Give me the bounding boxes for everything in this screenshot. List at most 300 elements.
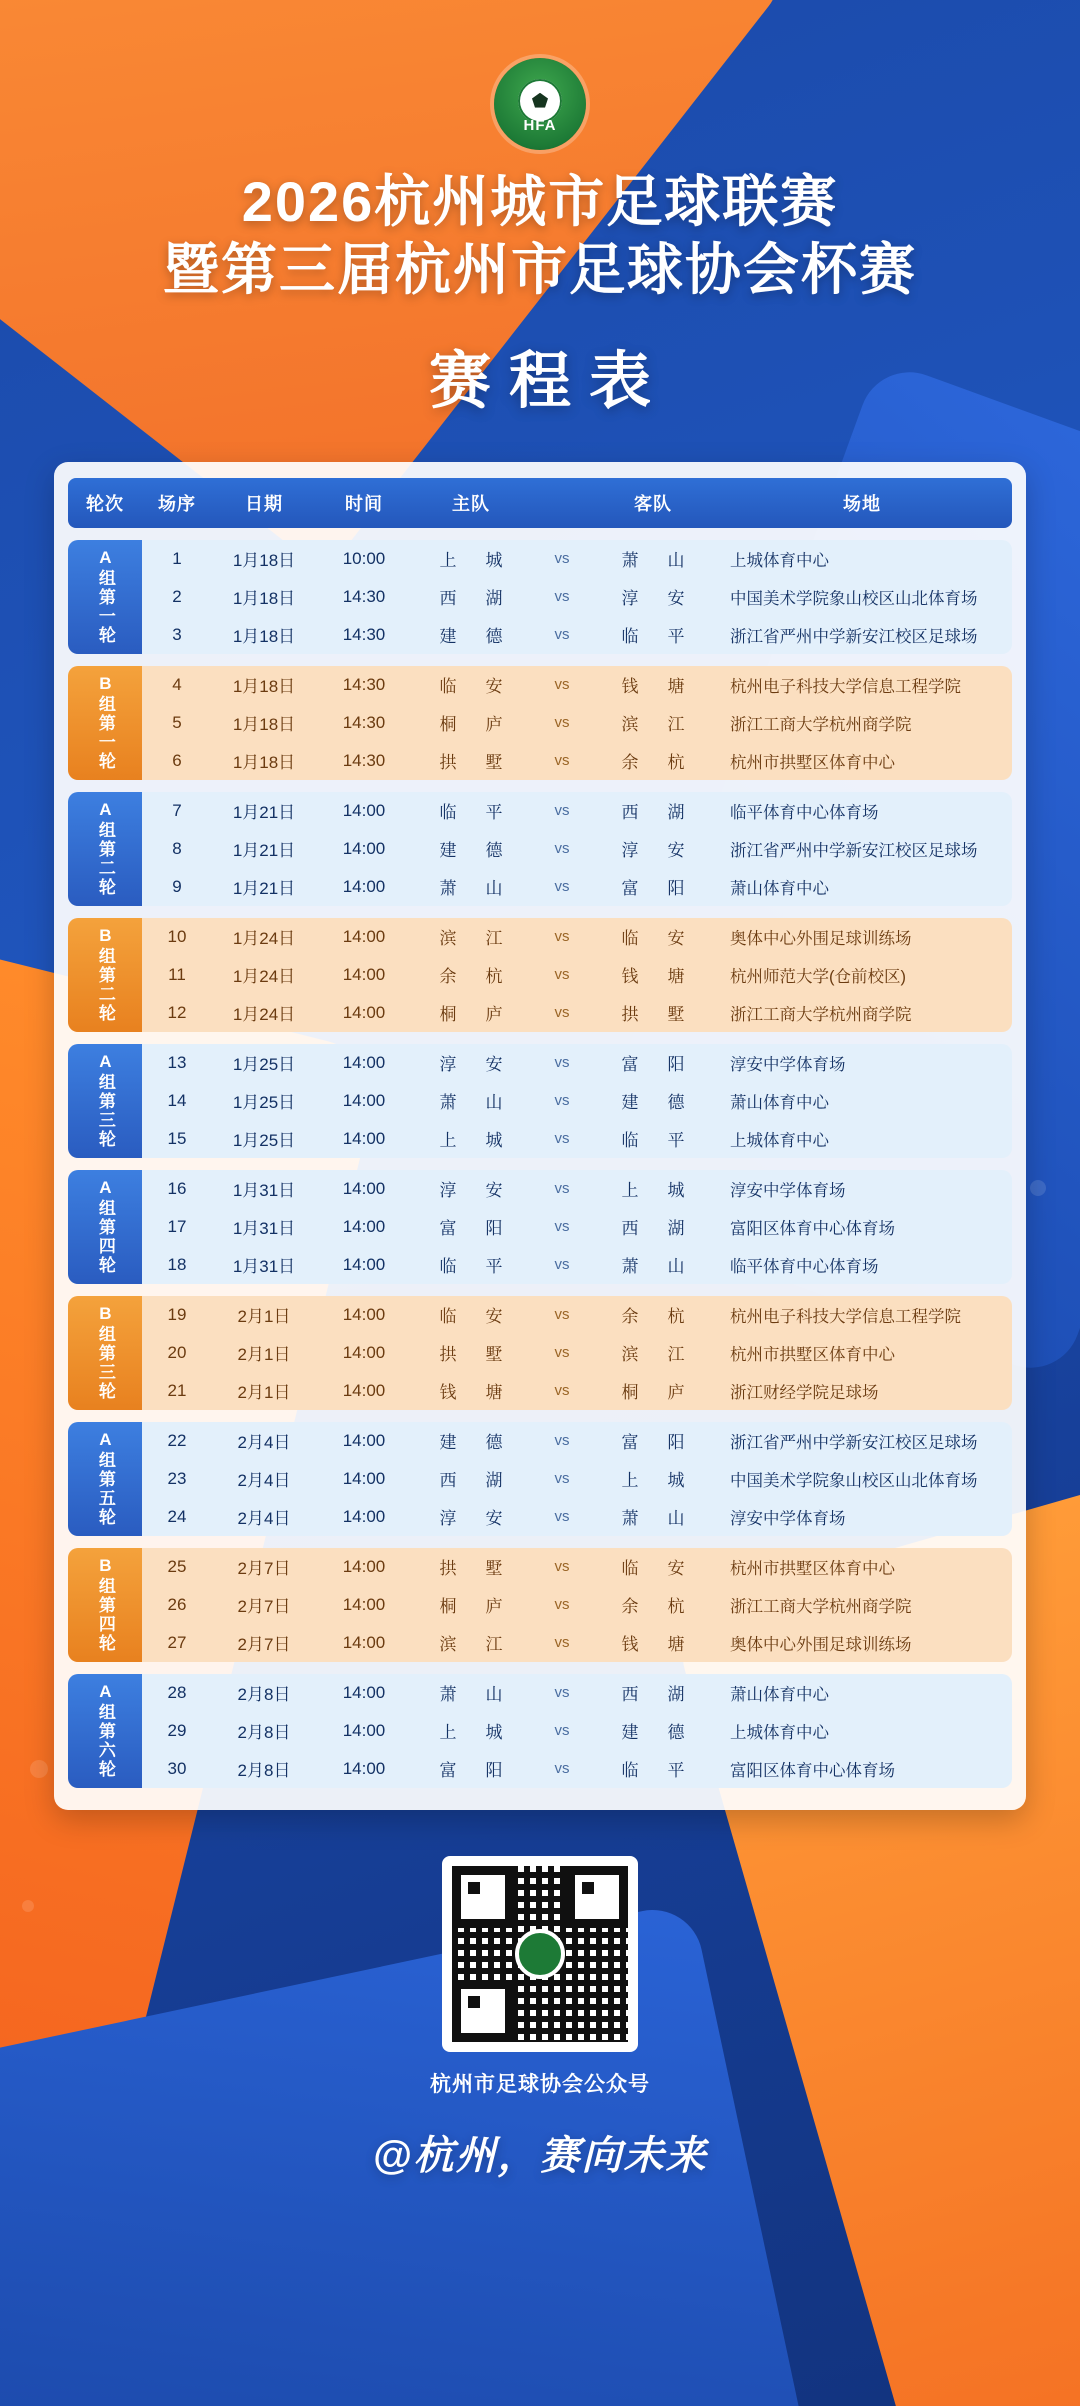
vs-label: vs: [554, 1760, 570, 1778]
date-cell: 1月18日: [232, 753, 296, 773]
date-cell: 1月25日: [232, 1093, 296, 1113]
home-team-cell: 富 阳: [439, 1219, 509, 1239]
round-rows: [142, 1422, 1012, 1536]
vs-label: vs: [554, 1684, 570, 1702]
match-no-cell: 22: [167, 1430, 187, 1450]
round-label-text: A组第六轮: [95, 1682, 115, 1780]
qr-caption: 杭州市足球协会公众号: [430, 2072, 650, 2096]
vs-label: vs: [554, 1558, 570, 1576]
round-label: [68, 1422, 142, 1536]
date-cell: 2月4日: [237, 1433, 291, 1453]
home-team-cell: 萧 山: [439, 1093, 509, 1113]
poster-header: [0, 0, 1080, 420]
away-team-cell: 富 阳: [621, 879, 691, 899]
column-header-time: 时间: [345, 493, 383, 514]
date-cell: 2月4日: [237, 1509, 291, 1529]
round-label: [68, 918, 142, 1032]
away-team-cell: 萧 山: [621, 1509, 691, 1529]
table-row: [142, 1170, 1012, 1208]
round-label-text: B组第二轮: [95, 926, 115, 1024]
qr-eye-bottom-left: [452, 1980, 514, 2042]
schedule-block: [68, 1170, 1012, 1284]
table-row: [142, 1296, 1012, 1334]
match-no-cell: 28: [167, 1682, 187, 1702]
date-cell: 1月31日: [232, 1257, 296, 1277]
away-team-cell: 临 平: [621, 627, 691, 647]
schedule-block: [68, 1548, 1012, 1662]
schedule-block: [68, 1296, 1012, 1410]
venue-cell: 杭州市拱墅区体育中心: [730, 1345, 895, 1364]
decor-dot: [1030, 1180, 1046, 1196]
time-cell: 14:00: [342, 1430, 386, 1450]
match-no-cell: 19: [167, 1304, 187, 1324]
match-no-cell: 29: [167, 1720, 187, 1740]
home-team-cell: 淳 安: [439, 1509, 509, 1529]
table-row: [142, 1120, 1012, 1158]
round-label-text: B组第四轮: [95, 1556, 115, 1654]
away-team-cell: 临 安: [621, 1559, 691, 1579]
venue-cell: 杭州电子科技大学信息工程学院: [730, 677, 961, 696]
date-cell: 2月7日: [237, 1597, 291, 1617]
away-team-cell: 淳 安: [621, 841, 691, 861]
qr-eye-top-left: [452, 1866, 514, 1928]
home-team-cell: 临 安: [439, 1307, 509, 1327]
home-team-cell: 萧 山: [439, 1685, 509, 1705]
match-no-cell: 18: [167, 1254, 187, 1274]
round-label-text: A组第二轮: [95, 800, 115, 898]
match-no-cell: 3: [172, 624, 182, 644]
schedule-card: [54, 462, 1026, 1810]
round-rows: [142, 1044, 1012, 1158]
date-cell: 1月18日: [232, 589, 296, 609]
table-row: [142, 1082, 1012, 1120]
column-header-venue: 场地: [843, 493, 881, 514]
round-rows: [142, 1296, 1012, 1410]
away-team-cell: 临 平: [621, 1761, 691, 1781]
table-row: [142, 830, 1012, 868]
vs-label: vs: [554, 966, 570, 984]
table-row: [142, 742, 1012, 780]
match-no-cell: 20: [167, 1342, 187, 1362]
time-cell: 14:00: [342, 1178, 386, 1198]
match-no-cell: 24: [167, 1506, 187, 1526]
date-cell: 2月8日: [237, 1761, 291, 1781]
venue-cell: 淳安中学体育场: [730, 1509, 846, 1528]
time-cell: 14:00: [342, 964, 386, 984]
time-cell: 14:30: [342, 674, 386, 694]
home-team-cell: 上 城: [439, 1131, 509, 1151]
away-team-cell: 西 湖: [621, 1219, 691, 1239]
column-header-round: 轮次: [86, 493, 124, 514]
match-no-cell: 5: [172, 712, 182, 732]
date-cell: 1月18日: [232, 715, 296, 735]
time-cell: 14:00: [342, 1468, 386, 1488]
vs-label: vs: [554, 878, 570, 896]
time-cell: 14:00: [342, 1632, 386, 1652]
away-team-cell: 钱 塘: [621, 1635, 691, 1655]
vs-label: vs: [554, 1092, 570, 1110]
time-cell: 14:00: [342, 1002, 386, 1022]
match-no-cell: 10: [167, 926, 187, 946]
venue-cell: 上城体育中心: [730, 1723, 829, 1742]
away-team-cell: 富 阳: [621, 1055, 691, 1075]
away-team-cell: 萧 山: [621, 551, 691, 571]
match-no-cell: 25: [167, 1556, 187, 1576]
match-no-cell: 16: [167, 1178, 187, 1198]
table-row: [142, 1586, 1012, 1624]
match-no-cell: 6: [172, 750, 182, 770]
match-no-cell: 26: [167, 1594, 187, 1614]
home-team-cell: 淳 安: [439, 1055, 509, 1075]
time-cell: 14:00: [342, 1254, 386, 1274]
venue-cell: 萧山体育中心: [730, 1093, 829, 1112]
away-team-cell: 西 湖: [621, 803, 691, 823]
date-cell: 1月18日: [232, 677, 296, 697]
round-rows: [142, 918, 1012, 1032]
vs-label: vs: [554, 802, 570, 820]
away-team-cell: 滨 江: [621, 715, 691, 735]
home-team-cell: 桐 庐: [439, 715, 509, 735]
round-label: [68, 1674, 142, 1788]
round-rows: [142, 1170, 1012, 1284]
venue-cell: 富阳区体育中心体育场: [730, 1219, 895, 1238]
table-row: [142, 1246, 1012, 1284]
time-cell: 14:00: [342, 926, 386, 946]
match-no-cell: 21: [167, 1380, 187, 1400]
round-label-text: B组第一轮: [95, 674, 115, 772]
round-label-text: B组第三轮: [95, 1304, 115, 1402]
table-row: [142, 1624, 1012, 1662]
venue-cell: 杭州市拱墅区体育中心: [730, 753, 895, 772]
date-cell: 1月25日: [232, 1055, 296, 1075]
home-team-cell: 建 德: [439, 841, 509, 861]
time-cell: 14:00: [342, 1682, 386, 1702]
home-team-cell: 西 湖: [439, 1471, 509, 1491]
match-no-cell: 7: [172, 800, 182, 820]
vs-label: vs: [554, 1344, 570, 1362]
table-row: [142, 1674, 1012, 1712]
match-no-cell: 15: [167, 1128, 187, 1148]
date-cell: 1月21日: [232, 803, 296, 823]
away-team-cell: 西 湖: [621, 1685, 691, 1705]
vs-label: vs: [554, 1432, 570, 1450]
time-cell: 14:00: [342, 1720, 386, 1740]
table-row: [142, 1372, 1012, 1410]
match-no-cell: 12: [167, 1002, 187, 1022]
table-row: [142, 704, 1012, 742]
round-label: [68, 1296, 142, 1410]
table-row: [142, 868, 1012, 906]
table-row: [142, 1208, 1012, 1246]
venue-cell: 临平体育中心体育场: [730, 803, 879, 822]
time-cell: 10:00: [342, 548, 386, 568]
away-team-cell: 余 杭: [621, 753, 691, 773]
home-team-cell: 临 平: [439, 803, 509, 823]
date-cell: 2月8日: [237, 1685, 291, 1705]
home-team-cell: 钱 塘: [439, 1383, 509, 1403]
schedule-block: [68, 666, 1012, 780]
match-no-cell: 27: [167, 1632, 187, 1652]
round-label-text: A组第四轮: [95, 1178, 115, 1276]
away-team-cell: 拱 墅: [621, 1005, 691, 1025]
match-no-cell: 13: [167, 1052, 187, 1072]
venue-cell: 上城体育中心: [730, 551, 829, 570]
away-team-cell: 临 平: [621, 1131, 691, 1151]
time-cell: 14:00: [342, 1090, 386, 1110]
home-team-cell: 富 阳: [439, 1761, 509, 1781]
home-team-cell: 上 城: [439, 551, 509, 571]
home-team-cell: 余 杭: [439, 967, 509, 987]
match-no-cell: 17: [167, 1216, 187, 1236]
home-team-cell: 上 城: [439, 1723, 509, 1743]
away-team-cell: 滨 江: [621, 1345, 691, 1365]
date-cell: 1月24日: [232, 1005, 296, 1025]
round-label-text: A组第一轮: [95, 548, 115, 646]
home-team-cell: 拱 墅: [439, 1559, 509, 1579]
date-cell: 1月24日: [232, 929, 296, 949]
venue-cell: 富阳区体育中心体育场: [730, 1761, 895, 1780]
table-row: [142, 1750, 1012, 1788]
qr-pattern: [452, 1866, 628, 2042]
table-row: [142, 1460, 1012, 1498]
vs-label: vs: [554, 1004, 570, 1022]
home-team-cell: 临 平: [439, 1257, 509, 1277]
date-cell: 1月18日: [232, 551, 296, 571]
schedule-block: [68, 1044, 1012, 1158]
match-no-cell: 9: [172, 876, 182, 896]
table-row: [142, 918, 1012, 956]
venue-cell: 浙江工商大学杭州商学院: [730, 715, 912, 734]
table-row: [142, 1422, 1012, 1460]
table-row: [142, 994, 1012, 1032]
date-cell: 2月1日: [237, 1345, 291, 1365]
date-cell: 2月7日: [237, 1559, 291, 1579]
venue-cell: 萧山体育中心: [730, 879, 829, 898]
vs-label: vs: [554, 1256, 570, 1274]
away-team-cell: 上 城: [621, 1181, 691, 1201]
match-no-cell: 8: [172, 838, 182, 858]
table-row: [142, 956, 1012, 994]
time-cell: 14:30: [342, 712, 386, 732]
time-cell: 14:30: [342, 624, 386, 644]
away-team-cell: 临 安: [621, 929, 691, 949]
match-no-cell: 30: [167, 1758, 187, 1778]
home-team-cell: 桐 庐: [439, 1597, 509, 1617]
table-row: [142, 1548, 1012, 1586]
table-row: [142, 1044, 1012, 1082]
home-team-cell: 拱 墅: [439, 1345, 509, 1365]
match-no-cell: 1: [172, 548, 182, 568]
match-no-cell: 2: [172, 586, 182, 606]
venue-cell: 淳安中学体育场: [730, 1055, 846, 1074]
away-team-cell: 钱 塘: [621, 677, 691, 697]
venue-cell: 奥体中心外围足球训练场: [730, 929, 912, 948]
round-label: [68, 1044, 142, 1158]
venue-cell: 杭州市拱墅区体育中心: [730, 1559, 895, 1578]
time-cell: 14:00: [342, 1052, 386, 1072]
vs-label: vs: [554, 1722, 570, 1740]
time-cell: 14:30: [342, 586, 386, 606]
venue-cell: 杭州电子科技大学信息工程学院: [730, 1307, 961, 1326]
schedule-block: [68, 792, 1012, 906]
table-row: [142, 1712, 1012, 1750]
schedule-block: [68, 540, 1012, 654]
date-cell: 1月31日: [232, 1219, 296, 1239]
hfa-logo-icon: [494, 58, 586, 150]
vs-label: vs: [554, 1382, 570, 1400]
round-label: [68, 1170, 142, 1284]
time-cell: 14:00: [342, 876, 386, 896]
poster-slogan: @杭州，赛向未来: [372, 2133, 708, 2178]
away-team-cell: 建 德: [621, 1093, 691, 1113]
round-rows: [142, 666, 1012, 780]
time-cell: 14:30: [342, 750, 386, 770]
home-team-cell: 萧 山: [439, 879, 509, 899]
venue-cell: 中国美术学院象山校区山北体育场: [730, 589, 978, 608]
vs-label: vs: [554, 1218, 570, 1236]
home-team-cell: 桐 庐: [439, 1005, 509, 1025]
away-team-cell: 淳 安: [621, 589, 691, 609]
time-cell: 14:00: [342, 1342, 386, 1362]
round-rows: [142, 792, 1012, 906]
vs-label: vs: [554, 626, 570, 644]
time-cell: 14:00: [342, 1128, 386, 1148]
home-team-cell: 拱 墅: [439, 753, 509, 773]
round-label-text: A组第三轮: [95, 1052, 115, 1150]
vs-label: vs: [554, 1054, 570, 1072]
venue-cell: 上城体育中心: [730, 1131, 829, 1150]
match-no-cell: 14: [167, 1090, 187, 1110]
date-cell: 2月7日: [237, 1635, 291, 1655]
table-row: [142, 1334, 1012, 1372]
vs-label: vs: [554, 1306, 570, 1324]
logo-text: HFA: [523, 117, 557, 134]
table-row: [142, 578, 1012, 616]
vs-label: vs: [554, 1634, 570, 1652]
time-cell: 14:00: [342, 800, 386, 820]
away-team-cell: 萧 山: [621, 1257, 691, 1277]
time-cell: 14:00: [342, 1506, 386, 1526]
schedule-block: [68, 1422, 1012, 1536]
match-no-cell: 4: [172, 674, 182, 694]
date-cell: 1月25日: [232, 1131, 296, 1151]
date-cell: 1月21日: [232, 841, 296, 861]
away-team-cell: 余 杭: [621, 1597, 691, 1617]
column-header-home: 主队: [452, 493, 490, 514]
away-team-cell: 富 阳: [621, 1433, 691, 1453]
date-cell: 2月8日: [237, 1723, 291, 1743]
venue-cell: 中国美术学院象山校区山北体育场: [730, 1471, 978, 1490]
round-label: [68, 1548, 142, 1662]
date-cell: 1月24日: [232, 967, 296, 987]
venue-cell: 浙江工商大学杭州商学院: [730, 1005, 912, 1024]
column-header-match-no: 场序: [158, 493, 196, 514]
round-rows: [142, 540, 1012, 654]
table-row: [142, 1498, 1012, 1536]
venue-cell: 浙江省严州中学新安江校区足球场: [730, 841, 978, 860]
away-team-cell: 钱 塘: [621, 967, 691, 987]
home-team-cell: 滨 江: [439, 929, 509, 949]
wechat-qr-code[interactable]: [442, 1856, 638, 2052]
time-cell: 14:00: [342, 1304, 386, 1324]
time-cell: 14:00: [342, 1556, 386, 1576]
home-team-cell: 建 德: [439, 1433, 509, 1453]
home-team-cell: 临 安: [439, 677, 509, 697]
poster-title-line2: 暨第三届杭州市足球协会杯赛: [163, 238, 917, 302]
table-row: [142, 540, 1012, 578]
table-row: [142, 666, 1012, 704]
table-header-row: [68, 478, 1012, 528]
away-team-cell: 建 德: [621, 1723, 691, 1743]
venue-cell: 浙江省严州中学新安江校区足球场: [730, 1433, 978, 1452]
round-label: [68, 540, 142, 654]
date-cell: 2月4日: [237, 1471, 291, 1491]
round-rows: [142, 1674, 1012, 1788]
venue-cell: 临平体育中心体育场: [730, 1257, 879, 1276]
date-cell: 1月21日: [232, 879, 296, 899]
vs-label: vs: [554, 588, 570, 606]
vs-label: vs: [554, 1130, 570, 1148]
poster-subtitle: 赛程表: [428, 346, 669, 416]
round-rows: [142, 1548, 1012, 1662]
schedule-block: [68, 1674, 1012, 1788]
date-cell: 2月1日: [237, 1383, 291, 1403]
home-team-cell: 淳 安: [439, 1181, 509, 1201]
table-row: [142, 792, 1012, 830]
venue-cell: 杭州师范大学(仓前校区): [730, 967, 906, 986]
qr-eye-top-right: [566, 1866, 628, 1928]
column-header-away: 客队: [634, 493, 672, 514]
vs-label: vs: [554, 1596, 570, 1614]
vs-label: vs: [554, 752, 570, 770]
time-cell: 14:00: [342, 1758, 386, 1778]
schedule-blocks: [68, 540, 1012, 1788]
time-cell: 14:00: [342, 1216, 386, 1236]
away-team-cell: 上 城: [621, 1471, 691, 1491]
vs-label: vs: [554, 928, 570, 946]
qr-center-logo-icon: [515, 1929, 565, 1979]
table-row: [142, 616, 1012, 654]
schedule-block: [68, 918, 1012, 1032]
time-cell: 14:00: [342, 1594, 386, 1614]
round-label: [68, 792, 142, 906]
time-cell: 14:00: [342, 1380, 386, 1400]
vs-label: vs: [554, 550, 570, 568]
home-team-cell: 西 湖: [439, 589, 509, 609]
round-label: [68, 666, 142, 780]
venue-cell: 萧山体育中心: [730, 1685, 829, 1704]
match-no-cell: 11: [168, 964, 186, 984]
venue-cell: 浙江省严州中学新安江校区足球场: [730, 627, 978, 646]
decor-dot: [30, 1760, 48, 1778]
venue-cell: 淳安中学体育场: [730, 1181, 846, 1200]
home-team-cell: 建 德: [439, 627, 509, 647]
venue-cell: 浙江工商大学杭州商学院: [730, 1597, 912, 1616]
vs-label: vs: [554, 840, 570, 858]
away-team-cell: 桐 庐: [621, 1383, 691, 1403]
vs-label: vs: [554, 676, 570, 694]
column-header-date: 日期: [245, 493, 283, 514]
poster-footer: [0, 1856, 1080, 2181]
date-cell: 1月31日: [232, 1181, 296, 1201]
vs-label: vs: [554, 1470, 570, 1488]
poster-title-line1: 2026杭州城市足球联赛: [241, 170, 839, 233]
vs-label: vs: [554, 714, 570, 732]
vs-label: vs: [554, 1180, 570, 1198]
round-label-text: A组第五轮: [95, 1430, 115, 1528]
away-team-cell: 余 杭: [621, 1307, 691, 1327]
date-cell: 1月18日: [232, 627, 296, 647]
